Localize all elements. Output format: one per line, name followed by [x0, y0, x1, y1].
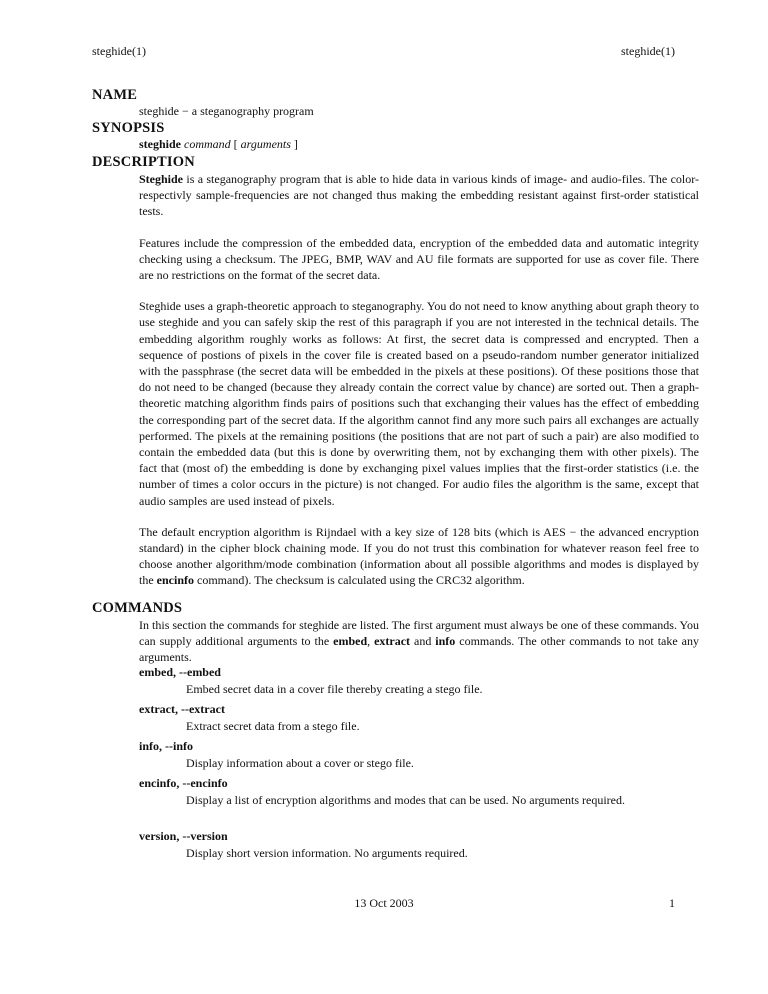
command-name-extract: extract, --extract [139, 702, 225, 716]
description-paragraph-3: Steghide uses a graph-theoretic approach to steganography. You do not need to know anything about graph theory to use steghide and you can safely skip the rest of this paragraph if you are not interested in the technical details. The embedding algorithm roughly works as follows: At first, the secret data is compressed and encrypted. Then a sequence of postions of pixels in the cover file is created based on a pseudo-random number generator initialized with the passphrase (the secret data will be embedded in the pixels at these positions). Of these positions those that do not need to be changed (because they already contain the correct value by chance) are sorted out. Then a graph-theoretic matching algorithm finds pairs of positions such that exchanging their values has the effect of embedding the corresponding part of the secret data. If the algorithm cannot find any more such pairs all exchanges are actually performed. The pixels at the remaining positions (the positions that are not part of such a pair) are also modified to contain the embedded data (but this is done by overwriting them, not by exchanging them with other pixels). The fact that (most of) the embedding is done by exchanging pixel values implies that the first-order statistics (i.e. the number of times a color occurs in the picture) is not changed. For audio files the algorithm is the same, except that audio samples are used instead of pixels. [139, 299, 699, 508]
command-desc-encinfo: Display a list of encryption algorithms and modes that can be used. No arguments required. [186, 793, 626, 807]
header-left: steghide(1) [92, 44, 146, 58]
description-body [139, 171, 699, 589]
synopsis-arg-command: command [184, 137, 231, 151]
synopsis-command: steghide [139, 137, 181, 151]
name-text [139, 103, 699, 119]
command-name-version: version, --version [139, 829, 228, 843]
section-title-description: DESCRIPTION [92, 154, 195, 170]
synopsis-bracket-open: [ [233, 137, 238, 151]
description-paragraph-2: Features include the compression of the embedded data, encryption of the embedded data and automatic integrity checking using a checksum. The JPEG, BMP, WAV and AU file formats are supported for use as cover file. There are no restrictions on the format of the secret data. [139, 235, 699, 283]
command-name-encinfo: encinfo, --encinfo [139, 776, 228, 790]
description-paragraph-1: Steghide is a steganography program that is able to hide data in various kinds of image- and audio-files. The color- respectivly sample-frequencies are not changed thus making the embedding resistant against first-order statistical tests. [139, 172, 699, 219]
footer-date: 13 Oct 2003 [354, 896, 414, 910]
command-desc-extract: Extract secret data from a stego file. [186, 719, 360, 733]
synopsis-bracket-close: ] [293, 137, 298, 151]
command-name-info: info, --info [139, 739, 193, 753]
commands-intro-paragraph: In this section the commands for steghide are listed. The first argument must always be one of these commands. You can supply additional arguments to the embed, extract and info commands. The other commands to not take any arguments. [139, 618, 699, 665]
command-desc-version: Display short version information. No arguments required. [186, 846, 468, 860]
steghide-bold: Steghide [139, 172, 184, 186]
header-right: steghide(1) [621, 44, 675, 58]
section-title-commands: COMMANDS [92, 600, 183, 616]
command-name-embed: embed, --embed [139, 665, 221, 679]
command-desc-info: Display information about a cover or stego file. [186, 756, 414, 770]
encinfo-bold: encinfo [156, 573, 195, 588]
synopsis-line [139, 137, 298, 152]
footer-page-number: 1 [669, 896, 675, 910]
section-title-synopsis: SYNOPSIS [92, 120, 165, 136]
name-description: steghide − a steganography program [139, 104, 314, 118]
synopsis-arg-arguments: arguments [240, 137, 291, 151]
command-desc-embed: Embed secret data in a cover file thereby creating a stego file. [186, 682, 483, 696]
section-title-name: NAME [92, 87, 138, 103]
description-paragraph-4: The default encryption algorithm is Rijndael with a key size of 128 bits (which is AES − the advanced encryption standard) in the cipher block chaining mode. If you do not trust this combination for whatever reason feel free to choose another algorithm/mode combination (information about all possible algorithms and modes is displayed by the encinfo command). The checksum is calculated using the CRC32 algorithm. [139, 524, 699, 588]
commands-intro [139, 617, 699, 666]
